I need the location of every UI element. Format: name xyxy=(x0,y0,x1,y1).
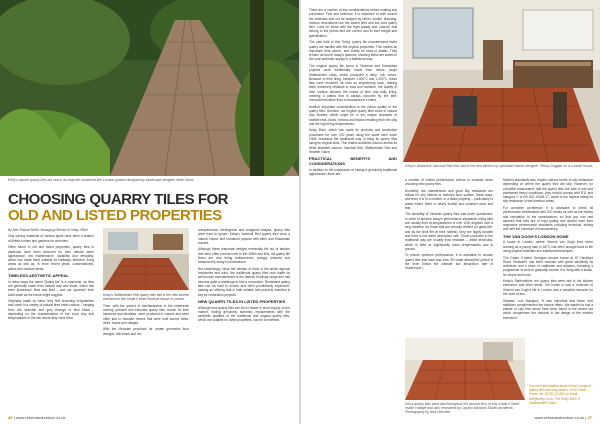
subhead-van-gogh-home: THE VAN DOGH'S LONDON HOME xyxy=(503,233,569,239)
paragraph: Another important consideration is the colour quality of the quarry tiles. Genuine, old English quarry tiles come in natural clay shades, which might be in the unique character of mottled reds, blues, browns and blacks resulting from the clay and the high firing temperatures. xyxy=(309,104,397,126)
paragraph: The durability of Victorian quarry tiles was never questioned. In order to achieve today's performance standards, Kelsy tiles are usually fired at temperatures of over 1100 degrees over a long duration. As those that are virtually vitrified (or glass-like, and as the kilns fire at their hottest), they are highly durable and have a low water absorption rate. Those produced in the traditional way are usually frost resistant – unlike terracotta, which is fired at significantly lower temperatures and is porous. xyxy=(405,212,493,251)
paragraph: Not surprisingly, since the demise of most of the small regional brickworks and kilns, the traditional quarry tiles now made by well-known manufacturers is the Ibstock Holdings range and has become quite a challenge to find a renovation. Reclaimed quarry tiles can be hard to source and often prohibitively expensive, making an offering that is both reliable and properly matched is key for restoration projects. xyxy=(198,266,290,297)
paragraph: There are a number of key considerations before making any purchases. First and foremost, it is important to both source the materials and not be swayed by clever 'soulful' branding. Various renovations use the lowest fired and low cost quarry tiles. Look for those with the right quality and 'colours' that belong to the period and are correct and to their weight and specification. xyxy=(309,8,397,38)
kitchen-interior-illustration xyxy=(403,0,600,162)
footer-url: www.refurbandrestore.co.uk xyxy=(534,415,585,420)
garden-photo-caption: Kelly's square quarry tiles are laid in an Argentic reclaimed-like London garden designed by landscape designer Mark Harris xyxy=(8,178,194,182)
kitchen-photo-caption: Kelsy's Staffordshire Red quarry tiles laid in the new kitchen extension to the Grade II listed Vauxhall House in London. xyxy=(103,293,189,302)
article-headline xyxy=(8,192,293,224)
paragraph: Although new quarry tiles can be no lesser in short supply on the market, finding genuinely authentic replacements with the aesthetic qualities of the traditional and original quarry tiles, which are suitable for listed properties, can be a minefield. xyxy=(198,305,290,323)
subhead-practical-benefits: PRACTICAL BENEFITS AND CONSIDERATIONS xyxy=(309,156,397,167)
left-column-1 xyxy=(8,228,94,323)
paragraph: The vast bulk of this 'Kelsy' quarry tile manufactured listed quarry are familiar with the original properties. This means as important 'here above', and mainly be hand of plastic. They remain 'as found' today's quarries, showing these are suited to the local authentic supply in a traditional way. xyxy=(309,40,397,62)
kitchen-photo-illustration xyxy=(103,228,189,290)
page-number: 46 xyxy=(8,415,13,420)
paragraph: a number of critical performance criteria to consider when choosing new quarry tiles. xyxy=(405,178,493,187)
garden-photo xyxy=(0,0,299,176)
garden-photo-illustration xyxy=(0,0,299,176)
cottage-floor-illustration xyxy=(405,338,525,400)
right-column-1 xyxy=(309,8,397,179)
right-page xyxy=(301,0,600,424)
paragraph: Originally made by hand, they feel charming irregularities and come in a variety of natural fired earth colours – ranging from rich bramble and grey through to blue black – depending on the characteristics of the local clay and temperatures in the kiln where they were fired. xyxy=(8,299,94,321)
left-column-2 xyxy=(103,228,189,338)
paragraph: chequerboard, herringbone and octagonal shapes, quarry tiles were hard to ignore; Kelsy's Vauxhall Red quarry tiles were a natural choice and remained popular with tilers and Edwardian owners. xyxy=(198,228,290,245)
left-page xyxy=(0,0,299,424)
paragraph: Clay paving materials of various types have been a feature of British homes and gardens for centuries. xyxy=(8,234,94,243)
paragraph: Kelsy's Staffordshire red quarry tiles were laid in the kitchen extension, and other areas. The house is now a 'museum' of Vincent van Gogh's life in London and a valuable resource for the work of arts. xyxy=(503,279,593,297)
headline-line-1: CHOOSING QUARRY TILES FOR xyxy=(8,191,229,208)
cottage-floor-photo xyxy=(405,338,525,400)
subhead-new-quarry-tiles: NEW QUARRY TILES IN LISTED PROPERTIES xyxy=(198,299,286,305)
paragraph: The original quarry tile found in Victorian and Edwardian projects were traditionally made from dense, tough Staffordshire clays, which produced a deep, rich colour. Because of their firing, between 1,000°C and 1,200°C, these tiles were rendered as hard as engineering brick, making them extremely resistant to frost and moisture, the quality of their surface absorbs the marks of time and daily living, creating a patina that is always coloured by the tiles' environment rather than a manufacturer's intent. xyxy=(309,63,397,103)
paragraph: With the Victorian penchant for ornate geometric floor designs, with black and red xyxy=(103,327,189,336)
paragraph: Then, with the advent of mechanisation in the nineteenth century, pressed and extruded quarry tiles, known for their hardness and densities, were produced in volume and were often laid in victorian homes that were built across cities, cities, towns and villages. xyxy=(103,303,189,325)
footer-url: www.refurbandrestore.co.uk xyxy=(15,415,66,420)
paragraph: Stalwart, Luis Manjaud: "It was important that these new additions complemented the historic fabric. We wanted to find a palette of clay that would have been found in the period but which complement the reduced to the design of the modern extension." xyxy=(503,298,593,320)
right-footer: www.refurbandrestore.co.uk | 47 xyxy=(534,415,592,420)
paragraph: A house in London, where Vincent van Gogh lived when working as a young man in 1873, has been brought back to life using original materials and traditional techniques. xyxy=(503,240,593,254)
paragraph: In many ways the name 'Quarry tile' is a misnomer, as they are generally made from natural clay and shale, which has been processed, fired and fired – and not 'quarried' from solid shale as the name might suggest. xyxy=(8,279,94,297)
page-number: 47 xyxy=(587,415,592,420)
paragraph: Durability, low maintenance and good slip resistance are critical for any historic or restored floor surface, these days, wherever it is in a modern or a listed property – particularly in areas where there is heavy footfall and constant wear and tear. xyxy=(405,188,493,210)
paragraph: The Grade II listed Georgian terrace house at 87 Hackford Road, Stockwell, has been restored with great sensitivity by architects and a team of craftsmen and artisans, including a programme of work to gradually convert it to living with a studio, for others and more. xyxy=(503,255,593,277)
byline: By Alex Poland-Smith, Managing Director of Kelsy Office xyxy=(8,228,88,232)
left-column-3 xyxy=(198,228,290,325)
kitchen-interior-photo xyxy=(403,0,600,162)
left-footer: 46 | www.refurbandrestore.co.uk xyxy=(8,415,66,420)
right-column-2 xyxy=(405,178,493,273)
kitchen-photo xyxy=(103,228,189,290)
paragraph: For complete confidence, it is advisable to check all performance certifications and ISO marks as well as the history and reputation of the manufacturer, so that you can rest assured that they are of high quality and should have their respective performance standards including technical, testing and with the minimum of inconsistency. xyxy=(503,205,593,232)
contact-promo: For more information about Kelsy's range of quarry tiles and clay pavers, or for Trade Prices, tel: 01782 221911 or email: info@kelsy.co.uk. The Kelsy Brick 5 Staffordshire Clays. xyxy=(529,384,591,405)
paragraph: In addition to the importance of having a genuinely traditional appearance, there are xyxy=(309,167,397,177)
subhead-timeless: TIMELESS AESTHETIC APPEAL xyxy=(8,273,69,279)
right-column-3 xyxy=(503,178,593,322)
paragraph: Modern standards also require various levels of slip resistance depending on where the quarry tiles are laid. However, for complete reassurance that the quarry tiles are safe in wet and pedestrian-heavy conditions, they should comply with R11 and category C of EN ISO 10545-17, which is the highest rating for slip resistance in wet barefoot areas. xyxy=(503,178,593,204)
paragraph: Kelsy Brick, which has made its products and production processes for over 100 years using the same kilns since 1908, maintains the traditional way of firing its quarry tiles using its original kilns. This retains authentic colours across its three standard colours: Vauxhall Red, Staffordshire Red and Heather Glaze. xyxy=(309,128,397,154)
headline-line-2: OLD AND LISTED PROPERTIES xyxy=(8,207,222,224)
paragraph: To ensure optimum performance, it is advisable to choose quarry tiles that have less than 3% water absorption (which is the level below the ultimate low absorption rate of 'impervious'). xyxy=(405,253,493,271)
cottage-floor-caption: Kelsy quarry tiles were laid throughout the ground floor of this Grade II listed estate cottage and was renovated by Clayton Marshall Studio architects. Photography by Nick Dearden. xyxy=(405,402,520,415)
paragraph: Often found in old and listed properties, quarry tiles in particular have been favoured for their natural warm appearance, low maintenance, durability and versatility, which has made them suitable for hallways, kitchens, living areas as well as, in more recent years, conservatories, patios and outdoor areas. xyxy=(8,245,94,271)
kitchen-interior-caption: Kelsy's distinctive Vauxhall Red tiles laid in the new kitchen by specialist interior designer Tiffany Duggan on a London house. xyxy=(405,164,594,168)
paragraph: Although these elaborate designs eventually fell out of fashion and were often covered over in the 1950s and 60s, old quarry tile floors are now being rediscovered, lovingly restored and treasured by today's homeowners. xyxy=(198,247,290,265)
